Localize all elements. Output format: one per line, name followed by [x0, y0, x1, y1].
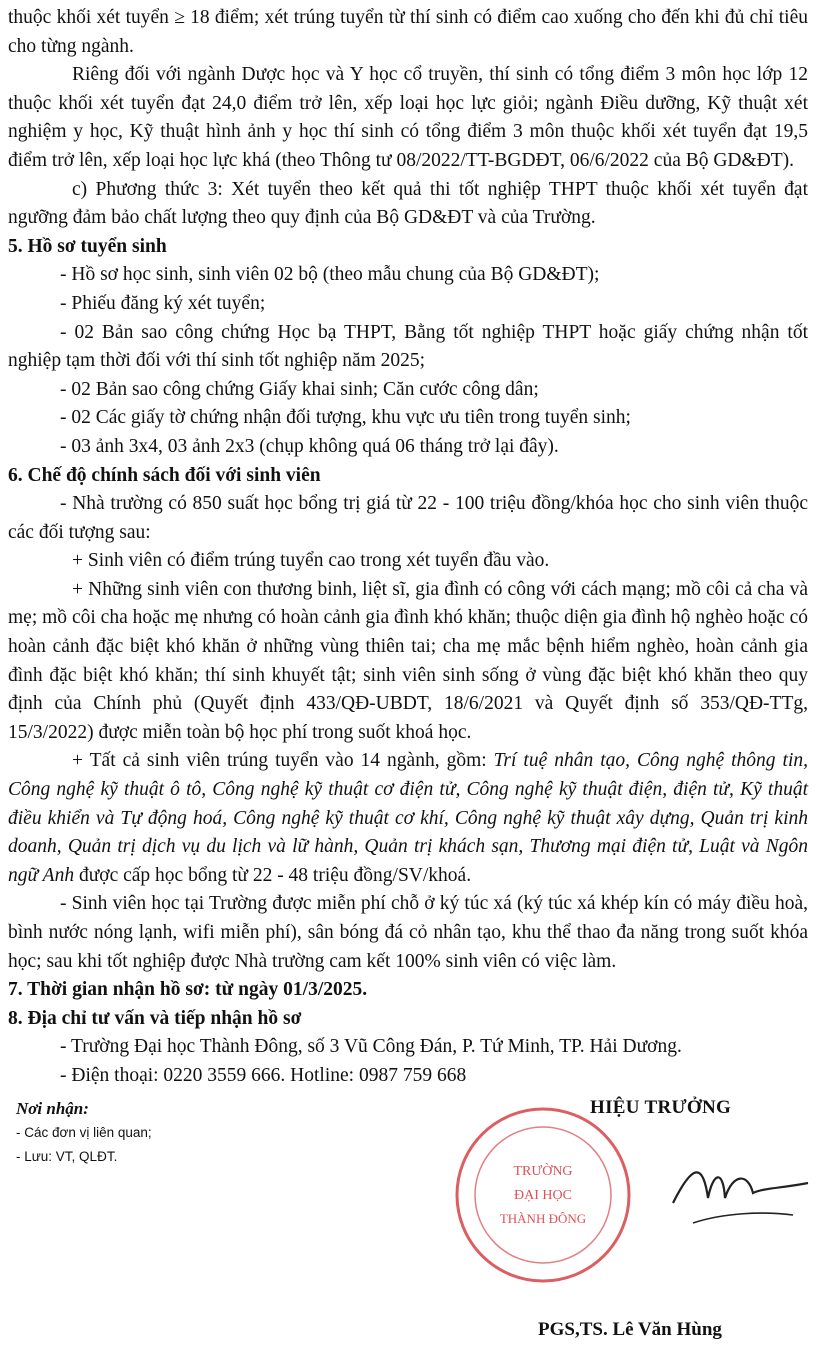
list-item: - 02 Các giấy tờ chứng nhận đối tượng, khu vực ưu tiên trong tuyển sinh;: [60, 407, 631, 429]
scholarship-bullet-3: [8, 747, 808, 890]
signer-name: PGS,TS. Lê Văn Hùng: [538, 1318, 722, 1340]
paragraph-criteria-end: thuộc khối xét tuyển ≥ 18 điểm; xét trúng tuyển từ thí sinh có điểm cao xuống cho đến khi đủ chỉ tiêu cho từng ngành.: [8, 7, 808, 57]
list-item: - 03 ảnh 3x4, 03 ảnh 2x3 (chụp không quá 06 tháng trở lại đây).: [60, 435, 559, 457]
scholarship-bullet-1: + Sinh viên có điểm trúng tuyển cao trong xét tuyển đầu vào.: [72, 550, 550, 572]
section-6-heading: 6. Chế độ chính sách đối với sinh viên: [8, 464, 321, 486]
list-item: - 02 Bản sao công chứng Học bạ THPT, Bằng tốt nghiệp THPT hoặc giấy chứng nhận tốt nghiệp tạm thời đối với thí sinh tốt nghiệp năm 2025;: [8, 321, 808, 372]
bullet-3-start: + Tất cả sinh viên trúng tuyển vào 14 ngành, gồm:: [72, 750, 494, 772]
handwritten-signature-icon: [663, 1143, 813, 1233]
paragraph-method-3: c) Phương thức 3: Xét tuyển theo kết quả thi tốt nghiệp THPT thuộc khối xét tuyển đạt ngưỡng đảm bảo chất lượng theo quy định của Bộ GD&ĐT và của Trường.: [8, 178, 808, 229]
recipients-title: Nơi nhận:: [16, 1098, 89, 1118]
section-5-list: [8, 261, 808, 461]
section-8-heading: 8. Địa chỉ tư vấn và tiếp nhận hồ sơ: [8, 1007, 302, 1029]
scholarship-intro: - Nhà trường có 850 suất học bổng trị giá từ 22 - 100 triệu đồng/khóa học cho sinh viên thuộc các đối tượng sau:: [8, 493, 808, 543]
school-seal-icon: [448, 1095, 648, 1295]
section-7-heading: 7. Thời gian nhận hồ sơ: từ ngày 01/3/2025.: [8, 979, 368, 1001]
section-5-heading: 5. Hồ sơ tuyển sinh: [8, 235, 167, 257]
bullet-3-end: được cấp học bổng từ 22 - 48 triệu đồng/SV/khoá.: [74, 864, 472, 886]
recipient-item: - Lưu: VT, QLĐT.: [16, 1148, 118, 1164]
phone-line: - Điện thoại: 0220 3559 666. Hotline: 0987 759 668: [60, 1064, 467, 1086]
signer-title: HIỆU TRƯỞNG: [590, 1096, 732, 1118]
recipient-item: - Các đơn vị liên quan;: [16, 1124, 152, 1140]
list-item: - Phiếu đăng ký xét tuyển;: [60, 292, 266, 314]
seal-line: THÀNH ĐÔNG: [499, 1210, 587, 1226]
list-item: - 02 Bản sao công chứng Giấy khai sinh; Căn cước công dân;: [60, 378, 539, 400]
scholarship-bullet-2: + Những sinh viên con thương binh, liệt sĩ, gia đình có công với cách mạng; mồ côi cả cha và mẹ; mồ côi cha hoặc mẹ nhưng có hoàn cảnh gia đình khó khăn; thuộc diện gia đình hộ nghèo hoặc có hoàn cảnh đặc biệt khó khăn ở những vùng thiên tai; cha mẹ mắc bệnh hiểm nghèo, hoàn cảnh gia đình đặc biệt khó khăn; thí sinh khuyết tật; sinh viên sinh sống ở vùng đặc biệt khó khăn theo quy định của Chính phủ (Quyết định 433/QĐ-UBDT, 18/6/2021 và Quyết định số 353/QĐ-TTg, 15/3/2022) được miễn toàn bộ học phí trong suốt khoá học.: [8, 578, 808, 743]
seal-line: ĐẠI HỌC: [514, 1187, 572, 1203]
recipients-block: [16, 1097, 152, 1169]
seal-line: TRƯỜNG: [513, 1163, 573, 1179]
majors-list: Trí tuệ nhân tạo, Công nghệ thông tin, Công nghệ kỹ thuật ô tô, Công nghệ kỹ thuật cơ điện tử, Công nghệ kỹ thuật điện, điện tử, Kỹ thuật điều khiển và Tự động hoá, Công nghệ kỹ thuật cơ khí, Công nghệ kỹ thuật xây dựng, Quản trị kinh doanh, Quản trị dịch vụ du lịch và lữ hành, Quản trị khách sạn, Thương mại điện tử, Luật và Ngôn ngữ Anh: [8, 750, 808, 886]
list-item: - Hồ sơ học sinh, sinh viên 02 bộ (theo mẫu chung của Bộ GD&ĐT);: [60, 264, 600, 286]
paragraph-pharmacy-criteria: Riêng đối với ngành Dược học và Y học cổ truyền, thí sinh có tổng điểm 3 môn học lớp 12 thuộc khối xét tuyển đạt 24,0 điểm trở lên, xếp loại học lực giỏi; ngành Điều dưỡng, Kỹ thuật xét nghiệm y học, Kỹ thuật hình ảnh y học thí sinh có tổng điểm 3 môn thuộc khối xét tuyển đạt 19,5 điểm trở lên, xếp loại học lực khá (theo Thông tư 08/2022/TT-BGDĐT, 06/6/2022 của Bộ GD&ĐT).: [8, 64, 808, 171]
address-line: - Trường Đại học Thành Đông, số 3 Vũ Công Đán, P. Tứ Minh, TP. Hải Dương.: [60, 1036, 682, 1058]
document-footer: [8, 1091, 808, 1351]
signature-block: [448, 1095, 820, 1351]
dorm-paragraph: - Sinh viên học tại Trường được miễn phí chỗ ở ký túc xá (ký túc xá khép kín có máy điều hoà, bình nước nóng lạnh, wifi miễn phí), sân bóng đá cỏ nhân tạo, khu thể thao đa năng trong suốt khóa học; sau khi tốt nghiệp được Nhà trường cam kết 100% sinh viên có việc làm.: [8, 893, 808, 972]
